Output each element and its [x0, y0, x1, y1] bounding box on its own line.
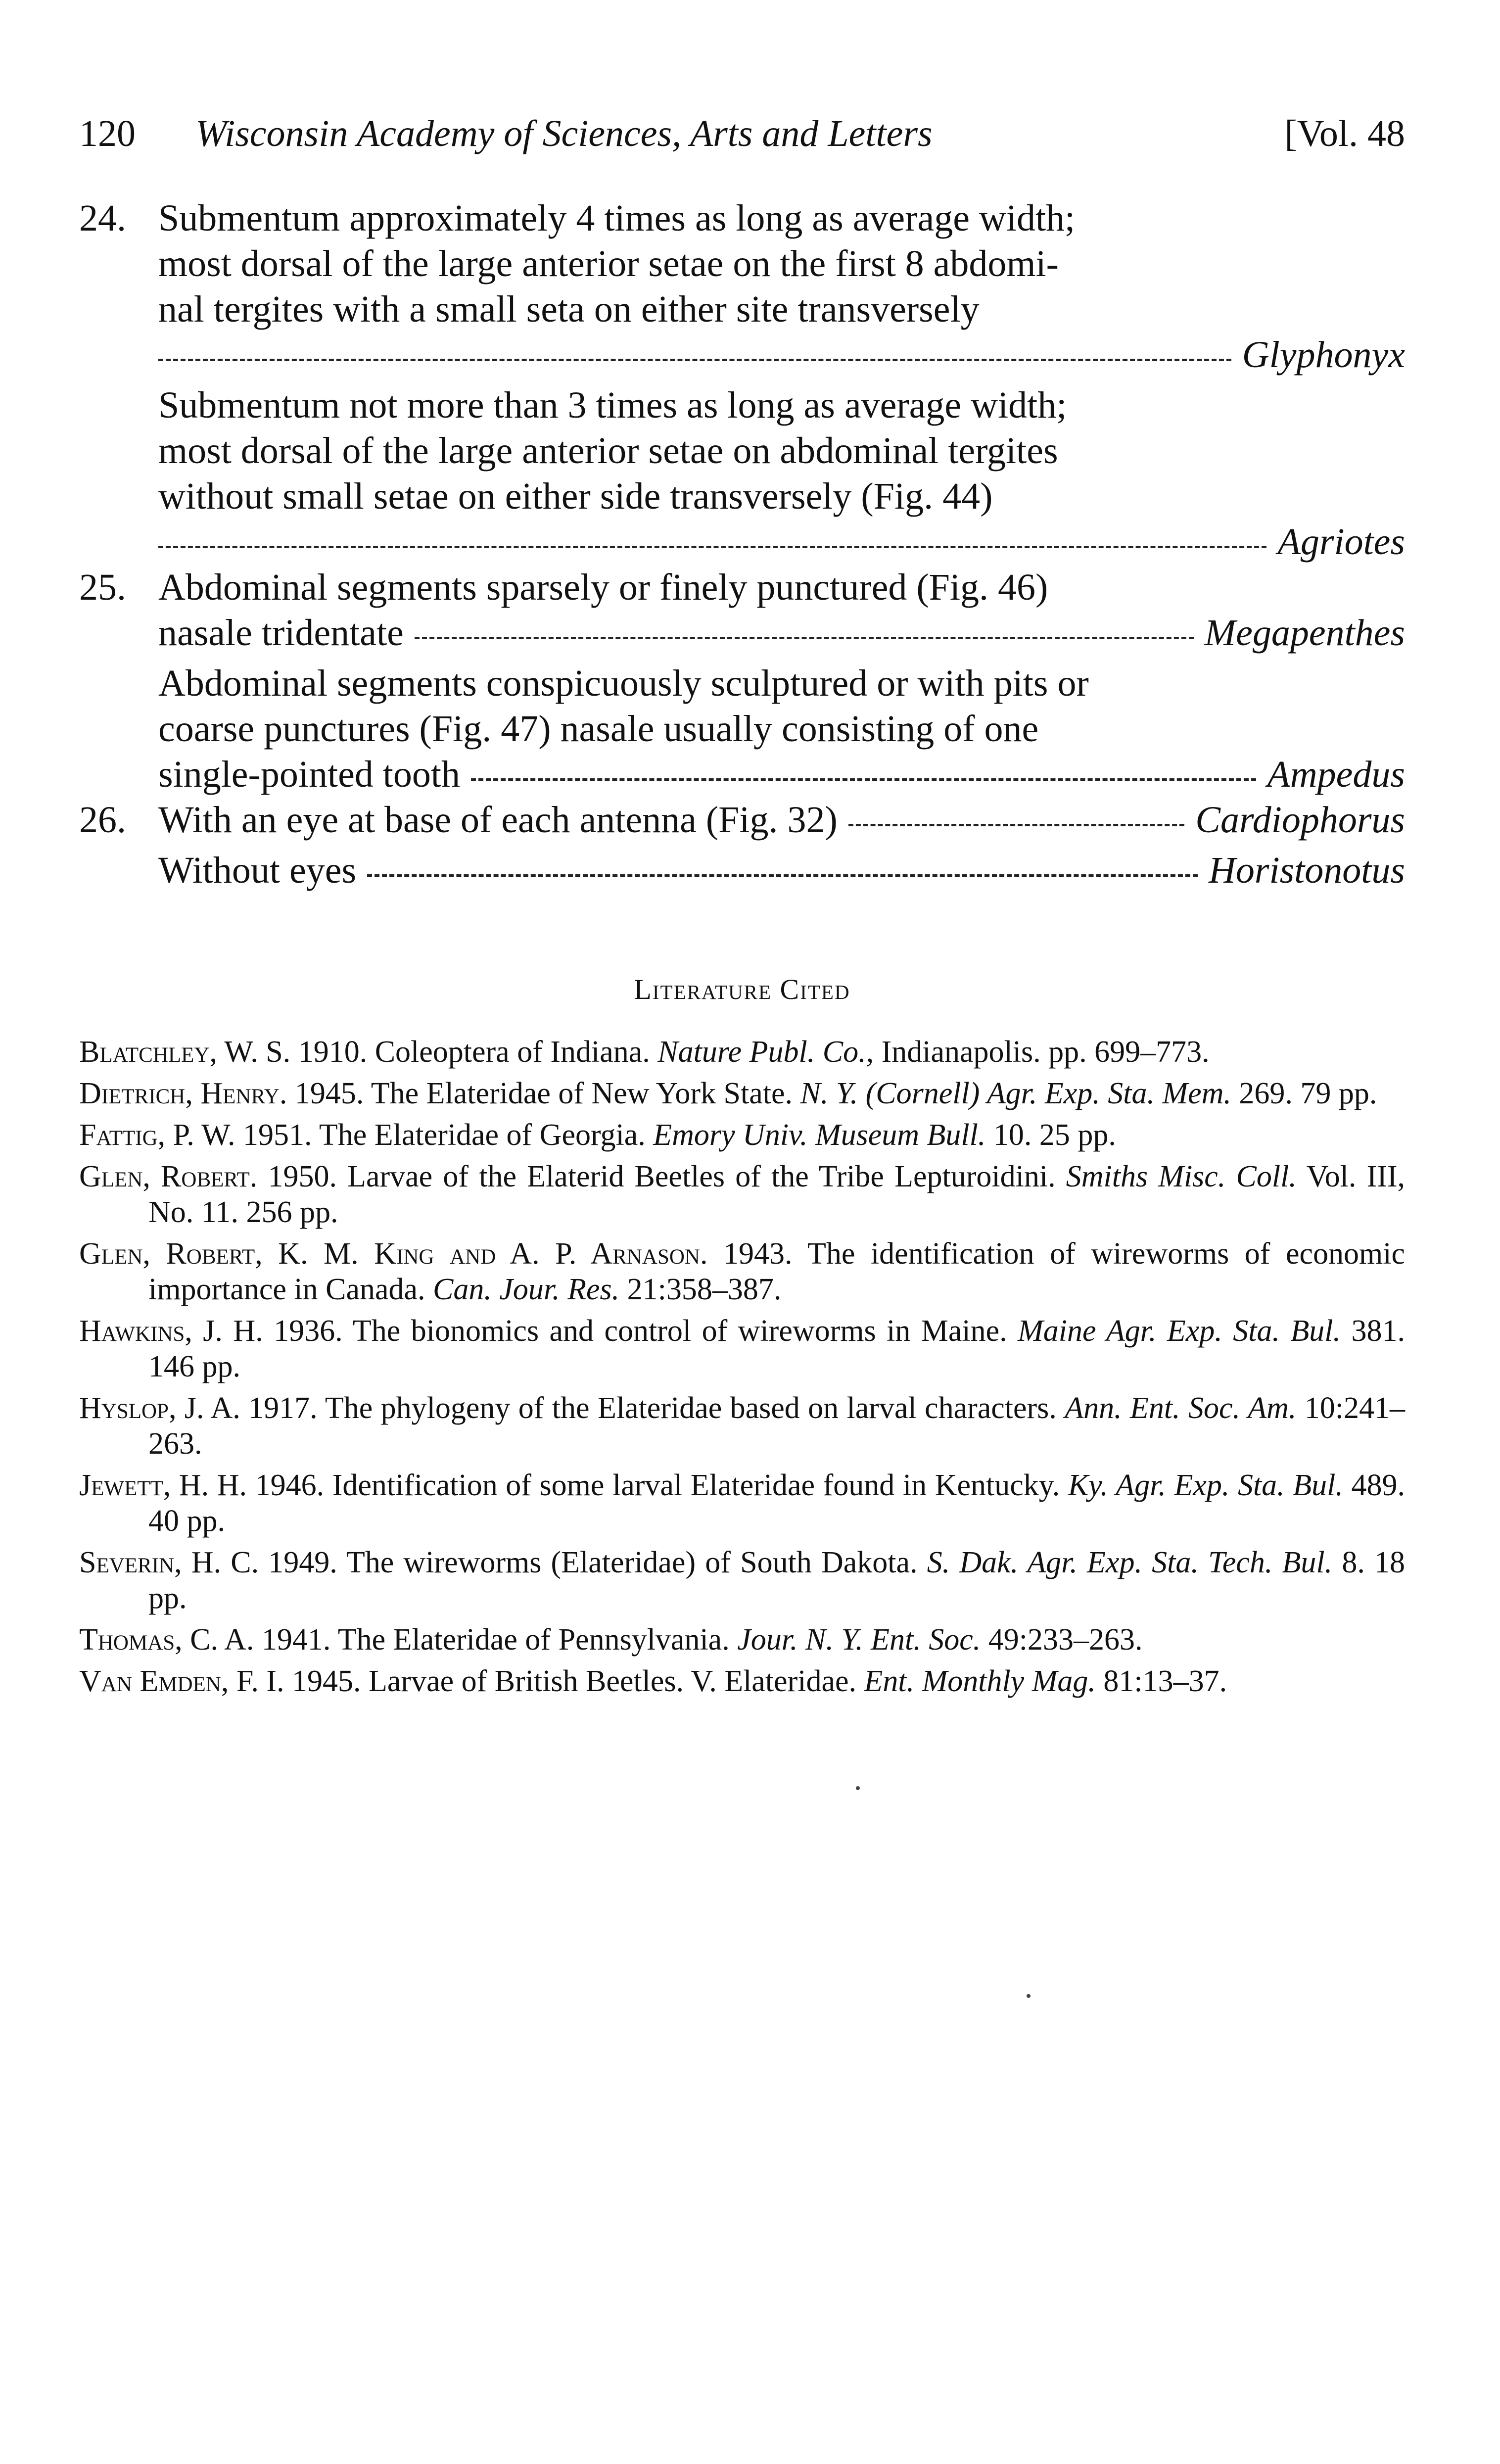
reference-details: 269. 79 pp.	[1231, 1077, 1377, 1110]
reference-details: Vol. III, No. 11. 256 pp.	[148, 1160, 1406, 1229]
reference-text: 1945. The Elateridae of New York State.	[287, 1077, 800, 1110]
lead-final-text: nasale tridentate	[158, 612, 404, 654]
lead-text-line: Abdominal segments sparsely or finely punctured (Fig. 46)	[158, 567, 1048, 608]
reference-source: Jour. N. Y. Ent. Soc.	[737, 1623, 981, 1657]
reference-text: 1941. The Elateridae of Pennsylvania.	[254, 1623, 738, 1657]
key-lead	[158, 565, 1405, 656]
reference-entry	[79, 1034, 1405, 1070]
reference-entry	[79, 1236, 1405, 1307]
reference-entry	[79, 1159, 1405, 1230]
couplet-number: 24.	[79, 197, 126, 239]
reference-entry	[79, 1390, 1405, 1462]
leader-dashes	[848, 824, 1184, 826]
lead-text-line: most dorsal of the large anterior setae on the first 8 abdomi-	[158, 243, 1059, 284]
reference-author: Van Emden, F. I.	[79, 1664, 284, 1698]
reference-source: Smiths Misc. Coll.	[1066, 1160, 1297, 1193]
reference-text: 1917. The phylogeny of the Elateridae based on larval characters.	[240, 1391, 1065, 1425]
reference-text: 1945. Larvae of British Beetles. V. Elateridae.	[284, 1664, 864, 1698]
key-lead	[158, 797, 1405, 843]
couplet-number: 25.	[79, 567, 126, 608]
lead-result-line	[158, 752, 1405, 797]
lead-text-line: Submentum approximately 4 times as long as average width;	[158, 197, 1076, 239]
reference-details: 8. 18 pp.	[148, 1546, 1405, 1615]
lead-text-line: coarse punctures (Fig. 47) nasale usually consisting of one	[158, 708, 1039, 750]
reference-details: 21:358–387.	[619, 1273, 782, 1306]
reference-author: Glen, Robert, K. M. King and A. P. Arnason.	[79, 1237, 708, 1271]
reference-author: Dietrich, Henry.	[79, 1077, 287, 1110]
key-couplet	[79, 565, 1405, 797]
leader-dashes	[415, 637, 1194, 639]
lead-text-line: Abdominal segments conspicuously sculptured or with pits or	[158, 663, 1089, 704]
lead-text-line: nal tergites with a small seta on either site transversely	[158, 288, 980, 330]
running-header	[79, 106, 1405, 161]
reference-source: Can. Jour. Res.	[433, 1273, 620, 1306]
reference-entry	[79, 1117, 1405, 1153]
reference-details: 81:13–37.	[1095, 1664, 1227, 1698]
lead-result-line	[158, 797, 1405, 843]
leader-dashes	[471, 778, 1256, 781]
reference-entry	[79, 1468, 1405, 1539]
reference-details: 381. 146 pp.	[148, 1314, 1406, 1383]
genus-name: Agriotes	[1277, 521, 1405, 563]
reference-entry	[79, 1313, 1405, 1384]
reference-source: Ky. Agr. Exp. Sta. Bul.	[1068, 1469, 1343, 1502]
key-couplet	[79, 797, 1405, 893]
lead-final-text: single-pointed tooth	[158, 754, 461, 795]
lead-result-line	[158, 610, 1405, 656]
reference-author: Severin, H. C.	[79, 1546, 259, 1579]
reference-text: 1910. Coleoptera of Indiana.	[290, 1035, 658, 1069]
key-lead	[158, 382, 1405, 565]
lead-final-text: Without eyes	[158, 850, 357, 891]
key-lead	[158, 661, 1405, 797]
reference-text: 1949. The wireworms (Elateridae) of South Dakota.	[259, 1546, 927, 1579]
reference-text: 1936. The bionomics and control of wireworms in Maine.	[263, 1314, 1018, 1348]
reference-details: 10:241–263.	[148, 1391, 1406, 1461]
literature-cited-heading: Literature Cited	[634, 973, 850, 1005]
lead-result-line	[158, 848, 1405, 893]
reference-author: Fattig, P. W.	[79, 1118, 235, 1152]
genus-name: Horistonotus	[1209, 850, 1405, 891]
leader-dashes	[158, 546, 1266, 548]
reference-entry	[79, 1622, 1405, 1658]
reference-text: 1946. Identification of some larval Elateridae found in Kentucky.	[247, 1469, 1068, 1502]
lead-text-line: without small setae on either side transversely (Fig. 44)	[158, 475, 993, 517]
lead-result-line	[158, 332, 1405, 378]
lead-text-line: most dorsal of the large anterior setae on abdominal tergites	[158, 430, 1058, 472]
volume-label: [Vol. 48	[1284, 113, 1405, 154]
genus-name: Megapenthes	[1204, 612, 1405, 654]
reference-source: Nature Publ. Co.,	[657, 1035, 874, 1069]
reference-author: Thomas, C. A.	[79, 1623, 254, 1657]
couplet-number: 26.	[79, 799, 126, 841]
reference-list	[79, 1034, 1405, 1705]
lead-final-text: With an eye at base of each antenna (Fig. 32)	[158, 799, 838, 841]
reference-author: Hawkins, J. H.	[79, 1314, 263, 1348]
reference-author: Glen, Robert.	[79, 1160, 258, 1193]
reference-details: 10. 25 pp.	[985, 1118, 1116, 1152]
genus-name: Ampedus	[1267, 754, 1405, 795]
reference-source: Maine Agr. Exp. Sta. Bul.	[1018, 1314, 1341, 1348]
reference-source: Emory Univ. Museum Bull.	[653, 1118, 986, 1152]
reference-text: 1951. The Elateridae of Georgia.	[235, 1118, 654, 1152]
key-lead	[158, 848, 1405, 893]
genus-name: Glyphonyx	[1242, 334, 1405, 376]
reference-details: Indianapolis. pp. 699–773.	[874, 1035, 1210, 1069]
print-speck	[1027, 1994, 1031, 1998]
key-couplet	[79, 195, 1405, 565]
reference-source: N. Y. (Cornell) Agr. Exp. Sta. Mem.	[800, 1077, 1231, 1110]
reference-text: 1943. The identification of wireworms of economic importance in Canada.	[148, 1237, 1405, 1306]
key-lead	[158, 195, 1405, 378]
lead-text-line: Submentum not more than 3 times as long as average width;	[158, 384, 1067, 426]
reference-author: Blatchley, W. S.	[79, 1035, 291, 1069]
lead-result-line	[158, 519, 1405, 565]
reference-source: S. Dak. Agr. Exp. Sta. Tech. Bul.	[927, 1546, 1333, 1579]
leader-dashes	[367, 874, 1198, 877]
identification-key	[79, 195, 1405, 893]
reference-author: Jewett, H. H.	[79, 1469, 247, 1502]
reference-entry	[79, 1076, 1405, 1111]
print-speck	[856, 1786, 860, 1790]
genus-name: Cardiophorus	[1195, 799, 1405, 841]
journal-title: Wisconsin Academy of Sciences, Arts and Letters	[195, 113, 933, 154]
reference-author: Hyslop, J. A.	[79, 1391, 240, 1425]
reference-source: Ann. Ent. Soc. Am.	[1065, 1391, 1297, 1425]
leader-dashes	[158, 359, 1231, 361]
reference-entry	[79, 1663, 1405, 1699]
reference-details: 49:233–263.	[981, 1623, 1143, 1657]
reference-source: Ent. Monthly Mag.	[864, 1664, 1096, 1698]
reference-text: 1950. Larvae of the Elaterid Beetles of the Tribe Lepturoidini.	[257, 1160, 1066, 1193]
page-number: 120	[79, 113, 136, 154]
reference-details: 489. 40 pp.	[148, 1469, 1405, 1538]
reference-entry	[79, 1545, 1405, 1616]
